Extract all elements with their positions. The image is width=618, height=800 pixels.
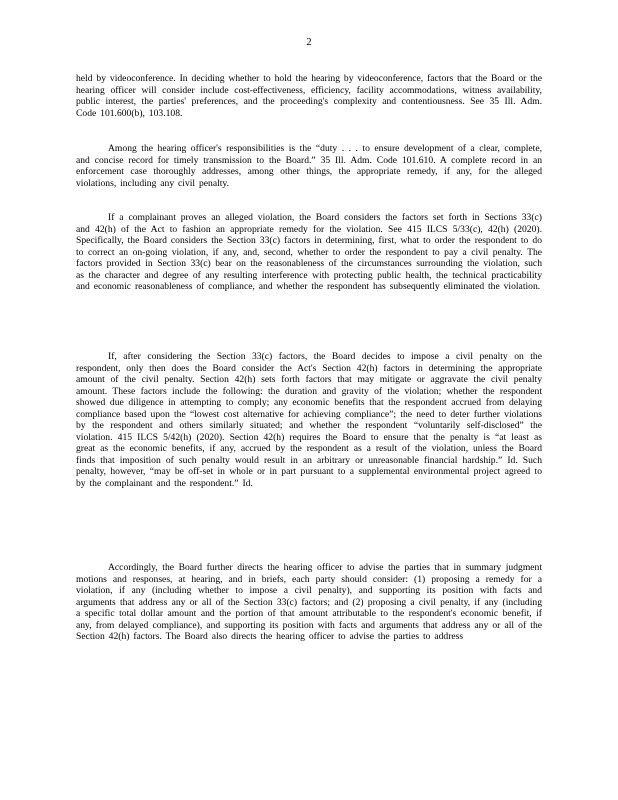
paragraph-hearing-officer-duty bbox=[76, 143, 542, 189]
paragraph-text: held by videoconference. In deciding whether to hold the hearing by videoconference, factors that the Board or the hearing officer will consider include cost-effectiveness, efficiency, facility accommodations, witness availability, public interest, the parties' preferences, and the proceeding's complexity and contentiousness. See 35 Ill. Adm. Code 101.600(b), 103.108. bbox=[76, 73, 542, 119]
paragraph-section-33c bbox=[76, 212, 542, 293]
paragraph-videoconference bbox=[76, 73, 542, 119]
paragraph-text: Accordingly, the Board further directs the hearing officer to advise the parties that in summary judgment motions and responses, at hearing, and in briefs, each party should consider: (1) proposing a remedy for a violation, if any (including whether to impose a civil penalty), and supporting its position with facts and arguments that address any or all of the Section 33(c) factors; and (2) proposing a civil penalty, if any (including a specific total dollar amount and the portion of that amount attributable to the respondent's economic benefit, if any, from delayed compliance), and supporting its position with facts and arguments that address any or all of the Section 42(h) factors. The Board also directs the hearing officer to advise the parties to address bbox=[76, 562, 542, 642]
paragraph-text: Among the hearing officer's responsibilities is the “duty . . . to ensure development of a clear, complete, and concise record for timely transmission to the Board.” 35 Ill. Adm. Code 101.610. A complete record in an enforcement case thoroughly addresses, among other things, the appropriate remedy, if any, for the alleged violations, including any civil penalty. bbox=[76, 143, 542, 189]
page-number: 2 bbox=[306, 37, 312, 48]
paragraph-text: If, after considering the Section 33(c) factors, the Board decides to impose a civil penalty on the respondent, only then does the Board consider the Act's Section 42(h) factors in determining the appropriate amount of the civil penalty. Section 42(h) sets forth factors that may mitigate or aggravate the civil penalty amount. These factors include the following: the duration and gravity of the violation; whether the respondent showed due diligence in attempting to comply; any economic benefits that the respondent accrued from delaying compliance based upon the “lowest cost alternative for achieving compliance”; the need to deter further violations by the respondent and others similarly situated; and whether the respondent “voluntarily self-disclosed” the violation. 415 ILCS 5/42(h) (2020). Section 42(h) requires the Board to ensure that the penalty is “at least as great as the economic benefits, if any, accrued by the respondent as a result of the violation, unless the Board finds that imposition of such penalty would result in an arbitrary or unreasonable financial hardship.” Id. Such penalty, however, “may be off-set in whole or in part pursuant to a supplemental environmental project agreed to by the complainant and the respondent.” Id. bbox=[76, 351, 542, 489]
paragraph-accordingly bbox=[76, 562, 542, 643]
paragraph-text: If a complainant proves an alleged violation, the Board considers the factors set forth in Sections 33(c) and 42(h) of the Act to fashion an appropriate remedy for the violation. See 415 ILCS 5/33(c), 42(h) (2020). Specifically, the Board considers the Section 33(c) factors in determining, first, what to order the respondent to do to correct an on-going violation, if any, and, second, whether to order the respondent to pay a civil penalty. The factors provided in Section 33(c) bear on the reasonableness of the circumstances surrounding the violation, such as the character and degree of any resulting interference with protecting public health, the technical practicability and economic reasonableness of compliance, and whether the respondent has subsequently eliminated the violation. bbox=[76, 212, 542, 292]
paragraph-section-42h bbox=[76, 351, 542, 489]
